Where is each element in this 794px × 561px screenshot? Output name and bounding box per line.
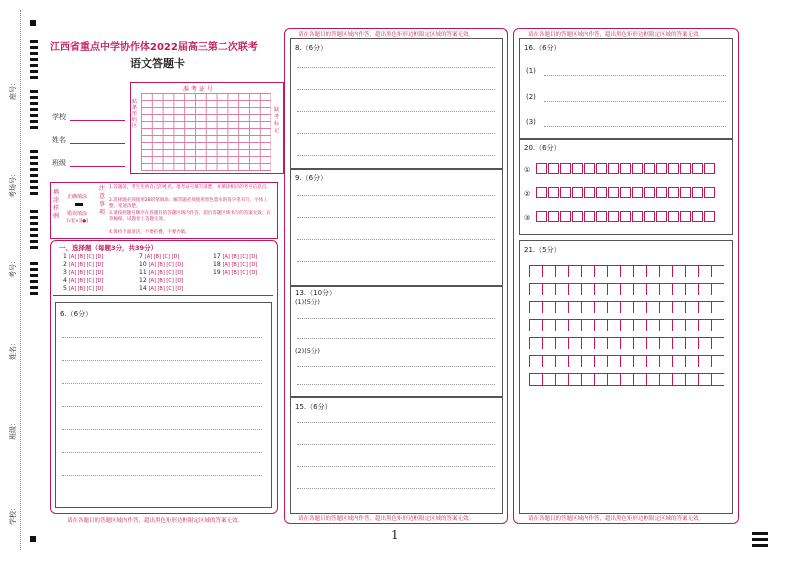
fill-instructions — [50, 182, 278, 239]
side-label-name: 姓名： — [9, 339, 17, 360]
q20-row-3-cells[interactable] — [536, 211, 716, 223]
fill-example-label: 填涂样例 — [53, 189, 60, 220]
side-label-room: 考场号： — [9, 170, 17, 198]
note-2: 2.选择题必须使用2B铅笔填涂；解答题必须使用黑色墨水的签字笔书写，字体工整，笔迹清楚。 — [109, 198, 268, 209]
choice-row[interactable]: 5 [A] [B] [C] [D] — [63, 285, 104, 292]
side-label-school: 学校： — [9, 504, 17, 525]
choice-section — [53, 243, 273, 296]
footer-note-col2-top: 请在各题目的答题区域内作答，超出黑色矩形边框限定区域的答案无效。 — [298, 32, 475, 38]
choice-col-1 — [63, 253, 103, 293]
q16-label: 16.（6分） — [524, 44, 561, 52]
exam-number-bubbles[interactable] — [141, 93, 271, 171]
q16-part3-label: (3) — [526, 118, 536, 126]
side-label-class: 班级： — [9, 419, 17, 440]
choice-row[interactable]: 1 [A] [B] [C] [D] — [63, 253, 104, 260]
q20-label: 20.（6分） — [524, 144, 561, 152]
page-number: 1 — [391, 528, 399, 542]
q16-part1-label: (1) — [526, 67, 536, 75]
footer-note-col3: 请在各题目的答题区域内作答，超出黑色矩形边框限定区域的答案无效。 — [528, 516, 705, 522]
wrong-fill-label: 错误填涂 — [67, 211, 88, 217]
exam-subtitle: 语文答题卡 — [130, 57, 185, 70]
q20-answer-box[interactable] — [519, 138, 733, 235]
choice-col-2 — [139, 253, 183, 293]
choice-row[interactable]: 10 [A] [B] [C] [D] — [139, 261, 184, 268]
correct-fill-mark — [75, 203, 83, 206]
q21-label: 21.（5分） — [524, 246, 561, 254]
q8-answer-box[interactable] — [290, 38, 503, 170]
q20-part2-label: ② — [524, 190, 531, 198]
note-1: 1.答题前，考生先将自己的姓名、准考证号填写清楚，并填涂相应的考号信息点。 — [109, 185, 271, 190]
q13-part2-label: (2)(5分) — [295, 347, 320, 355]
absent-tag: 缺考标记 — [274, 107, 280, 134]
school-field-label: 学校 — [52, 113, 66, 121]
q6-answer-box[interactable] — [55, 302, 272, 508]
q6-label: 6.（6分） — [60, 310, 93, 318]
choice-row[interactable]: 14 [A] [B] [C] [D] — [139, 285, 184, 292]
choice-row[interactable]: 11 [A] [B] [C] [D] — [139, 269, 184, 276]
exam-number-grid — [130, 82, 284, 174]
choice-row[interactable]: 19 [A] [B] [C] [D] — [213, 269, 258, 276]
choice-col-3 — [213, 253, 257, 277]
q16-part2-label: (2) — [526, 93, 536, 101]
footer-note-col2: 请在各题目的答题区域内作答，超出黑色矩形边框限定区域的答案无效。 — [298, 516, 475, 522]
class-field-label: 班级 — [52, 159, 66, 167]
side-dotted-line — [20, 10, 21, 550]
q8-label: 8.（6分） — [295, 44, 328, 52]
q13-answer-box[interactable] — [290, 285, 503, 397]
side-label-seat: 座号： — [9, 79, 17, 100]
q15-label: 15.（6分） — [295, 403, 332, 411]
correct-fill-label: 正确填涂 — [67, 194, 88, 200]
q16-answer-box[interactable] — [519, 38, 733, 140]
barcode-tag: 贴条形码区 — [132, 99, 138, 129]
wrong-fill-marks: [√][×][●] — [67, 219, 89, 224]
q13-part1-label: (1)(5分) — [295, 298, 320, 306]
name-field-label: 姓名 — [52, 136, 66, 144]
choice-title: 一、选择题（每题3分，共39分） — [59, 244, 158, 252]
choice-row[interactable]: 2 [A] [B] [C] [D] — [63, 261, 104, 268]
choice-row[interactable]: 7 [A] [B] [C] [D] — [139, 253, 180, 260]
choice-row[interactable]: 18 [A] [B] [C] [D] — [213, 261, 258, 268]
q20-part3-label: ③ — [524, 214, 531, 222]
choice-row[interactable]: 17 [A] [B] [C] [D] — [213, 253, 258, 260]
q20-row-2-cells[interactable] — [536, 187, 716, 199]
q20-part1-label: ① — [524, 166, 531, 174]
class-field-line[interactable] — [70, 166, 125, 167]
footer-note-col3-top: 请在各题目的答题区域内作答，超出黑色矩形边框限定区域的答案无效。 — [528, 32, 705, 38]
choice-row[interactable]: 12 [A] [B] [C] [D] — [139, 277, 184, 284]
q20-row-1-cells[interactable] — [536, 163, 716, 175]
q15-answer-box[interactable] — [290, 397, 503, 514]
note-3: 3.请按照题号顺序在各题目的答题区域内作答，超出答题区域书写的答案无效；在草稿纸、试题卷上答题无效。 — [109, 211, 271, 222]
q21-answer-box[interactable] — [519, 240, 733, 514]
exam-number-label: 准 考 证 号 — [183, 86, 213, 93]
footer-note-col1: 请在各题目的答题区域内作答，超出黑色矩形边框限定区域的答案无效。 — [67, 518, 244, 524]
notes-title: 注意事项 — [99, 185, 106, 216]
school-field-line[interactable] — [70, 120, 125, 121]
side-label-examno: 考号： — [9, 257, 17, 278]
note-4: 4.保持卡面清洁，不要折叠，不要弄破。 — [109, 230, 190, 235]
q9-answer-box[interactable] — [290, 168, 503, 287]
name-field-line[interactable] — [70, 143, 125, 144]
q21-composition-grid[interactable] — [529, 265, 724, 385]
choice-row[interactable]: 4 [A] [B] [C] [D] — [63, 277, 104, 284]
q13-label: 13.（10分） — [295, 289, 337, 297]
choice-row[interactable]: 3 [A] [B] [C] [D] — [63, 269, 104, 276]
exam-title: 江西省重点中学协作体2022届高三第二次联考 — [50, 42, 258, 53]
q21-grid-bottom — [529, 385, 724, 386]
q9-label: 9.（6分） — [295, 174, 328, 182]
